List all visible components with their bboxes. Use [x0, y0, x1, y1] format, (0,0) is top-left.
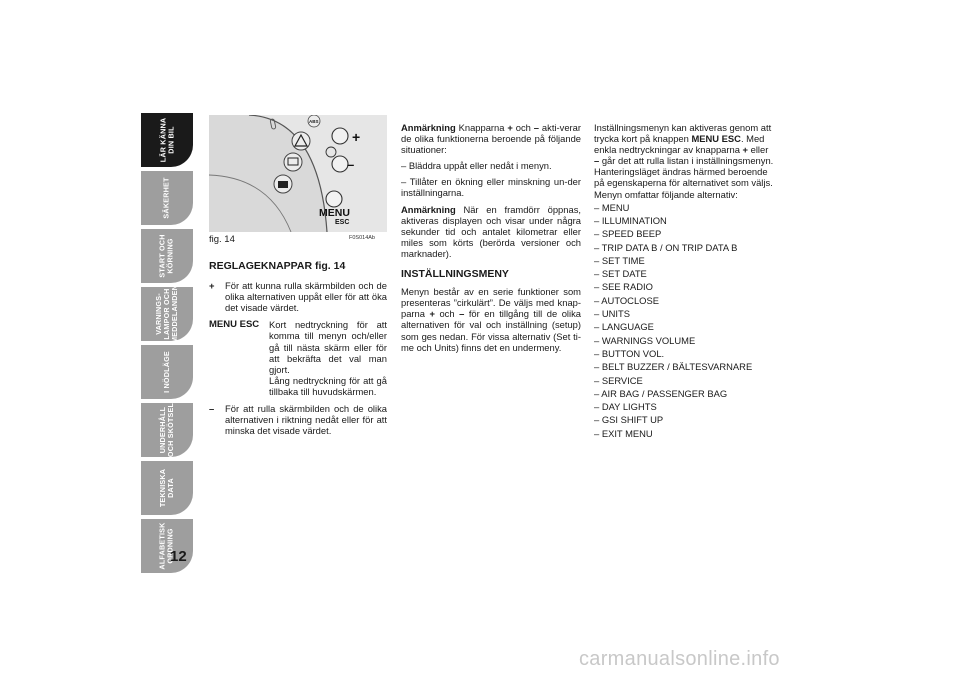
tab-i-nodlage[interactable]	[141, 345, 193, 399]
tab-label: TEKNISKA DATA	[158, 468, 175, 508]
list-item: – GSI SHIFT UP	[594, 414, 664, 426]
reglageknappar-heading: REGLAGEKNAPPAR fig. 14	[209, 260, 346, 272]
inline-plus: +	[429, 308, 435, 320]
inline-plus: +	[742, 144, 749, 156]
inline-minus: –	[533, 122, 540, 133]
menu-button-description	[209, 319, 387, 397]
list-item: – AIR BAG / PASSENGER BAG	[594, 387, 728, 399]
installningsmeny-heading: INSTÄLLNINGSMENY	[401, 268, 509, 281]
tab-tekniska-data[interactable]	[141, 461, 193, 515]
list-item: – EXIT MENU	[594, 427, 653, 439]
list-item: – LANGUAGE	[594, 321, 654, 333]
list-item: – UNITS	[594, 308, 630, 320]
plus-button-description	[209, 280, 387, 313]
list-item: – MENU	[594, 201, 630, 213]
intro-b: . Med enkla nedtryckningar av knapparna	[594, 133, 765, 156]
list-item: – SPEED BEEP	[594, 228, 662, 240]
menu-esc-key: MENU ESC	[209, 319, 260, 331]
minus-button-description	[209, 403, 387, 436]
note-1-text-b: och	[512, 122, 534, 133]
note-1	[401, 122, 581, 155]
note-1-item-2: – Tillåter en ökning eller minskning un-der inställningarna.	[401, 176, 581, 199]
inline-plus: +	[507, 122, 513, 133]
note-1-item-1: – Bläddra uppåt eller nedåt i menyn.	[401, 160, 552, 172]
figure-esc-label: ESC	[335, 219, 350, 226]
tab-varningslampor[interactable]	[141, 284, 193, 344]
list-item: – BUTTON VOL.	[594, 347, 665, 359]
note-1-text-c: akti-verar de olika funktionerna beroende på följande situationer:	[401, 122, 581, 156]
note-2	[401, 204, 581, 259]
figure-plus-label: +	[352, 129, 361, 145]
page-number: 12	[170, 548, 187, 565]
section-tabs	[141, 113, 193, 577]
settings-menu-list	[594, 201, 774, 440]
inline-minus: –	[594, 155, 600, 167]
tab-underhall[interactable]	[141, 403, 193, 457]
column-1	[209, 261, 387, 436]
list-item: – SET DATE	[594, 268, 647, 280]
figure-minus-label: –	[347, 157, 355, 172]
note-1-text-a: Knapparna	[455, 122, 508, 133]
list-item: – SET TIME	[594, 254, 645, 266]
plus-key: +	[209, 280, 215, 292]
plus-text: För att kunna rulla skärmbilden och de olika alternativen uppåt eller för att öka det visade värdet.	[225, 280, 387, 314]
tab-lar-kanna-din-bil[interactable]	[141, 113, 193, 167]
settings-intro	[594, 122, 774, 200]
figure-illustration	[209, 115, 387, 232]
list-item: – AUTOCLOSE	[594, 294, 659, 306]
list-item: – BELT BUZZER / BÄLTESVARNARE	[594, 361, 753, 373]
figure-code: F0S014Ab	[349, 235, 375, 241]
list-item: – SEE RADIO	[594, 281, 653, 293]
menu-description-b: och	[434, 308, 460, 320]
list-item: – TRIP DATA B / ON TRIP DATA B	[594, 241, 738, 253]
list-item: – WARNINGS VOLUME	[594, 334, 696, 346]
column-3	[594, 122, 774, 440]
list-item: – ILLUMINATION	[594, 214, 667, 226]
note-2-label: Anmärkning	[401, 203, 456, 215]
watermark: carmanualsonline.info	[579, 648, 780, 670]
minus-text: För att rulla skärmbilden och de olika alternativen i riktning nedåt eller för att minska det visade värdet.	[225, 403, 387, 437]
figure-menu-label: MENU	[319, 207, 350, 219]
menu-description-a: Menyn består av en serie funktioner som presenteras ”cirkulärt”. De väljs med knap-parna	[401, 286, 581, 320]
dashboard-buttons-figure	[209, 115, 387, 232]
minus-key: –	[209, 403, 215, 415]
intro-a: Inställningsmenyn kan aktiveras genom att trycka kort på knappen	[594, 122, 772, 145]
tab-sakerhet[interactable]	[141, 171, 193, 225]
menu-description-c: för en tillgång till de olika alternativen för val och inställning (setup) som ges nedan. För vissa alternativ (Set ti-me och Units) finns det en undermeny.	[401, 308, 581, 353]
abs-label: ABS	[309, 119, 319, 124]
tab-label: UNDERHÅLL OCH SKÖTSEL	[158, 402, 175, 458]
menu-long-press-text: Lång nedtryckning för att gå tillbaka till huvudskärmen.	[269, 374, 387, 397]
menu-description	[401, 286, 581, 353]
list-item: – DAY LIGHTS	[594, 401, 657, 413]
tab-label: VARNINGS- LAMPOR OCH MEDDELANDEN	[154, 284, 180, 344]
list-item: – SERVICE	[594, 374, 643, 386]
intro-c: eller	[748, 144, 769, 156]
tab-start-och-korning[interactable]	[141, 229, 193, 283]
tab-label: LÄR KÄNNA DIN BIL	[158, 117, 175, 163]
figure-caption: fig. 14	[209, 234, 235, 245]
tab-label: SÄKERHET	[161, 177, 171, 219]
inline-minus: –	[459, 308, 465, 320]
note-2-text: När en framdörr öppnas, aktiveras displayen och visar under några sekunder tid och antalet kilometrar eller miles som körts (berörda versioner och marknader).	[401, 203, 581, 259]
tab-label: ALFABETISK ORDNING	[158, 522, 175, 570]
intro-d: går det att rulla listan i inställningsmenyn. Hanteringsläget ändras härmed beroende på egenskaperna för alternativet som väljs. Menyn omfattar följande alternativ:	[594, 155, 774, 200]
tab-label: I NÖDLÄGE	[161, 351, 171, 393]
column-2	[401, 122, 581, 358]
tab-label: START OCH KÖRNING	[157, 234, 175, 278]
note-1-label: Anmärkning	[401, 122, 456, 133]
menu-short-press-text: Kort nedtryckning för att komma till menyn och/eller gå till nästa skärm eller för att bekräfta det val man gjort.	[269, 319, 387, 375]
inline-menu-esc: MENU ESC	[691, 133, 741, 145]
